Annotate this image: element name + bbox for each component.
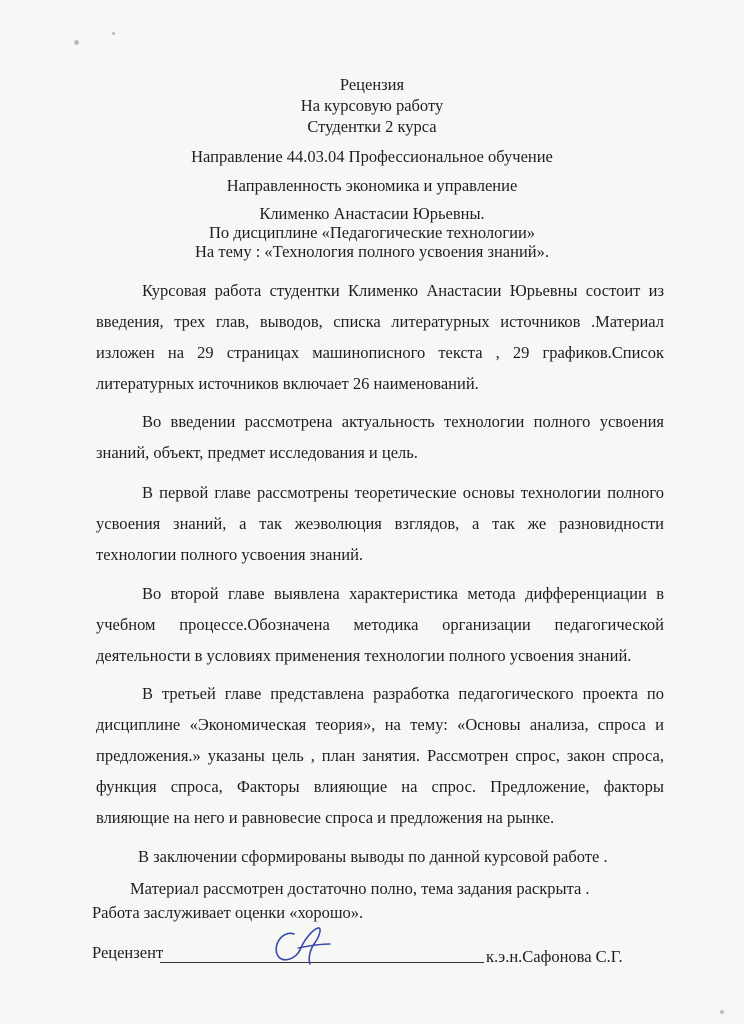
reviewer-label: Рецензент (92, 943, 164, 962)
student-name: Клименко Анастасии Юрьевны. (259, 204, 485, 223)
conclusion-line-1: В заключении сформированы выводы по данной курсовой работе . (138, 847, 608, 866)
scan-speck (74, 40, 79, 45)
discipline-line: По дисциплине «Педагогические технологии» (208, 223, 536, 242)
direction-line: Направление 44.03.04 Профессиональное обучение (191, 147, 553, 166)
reviewer-name: к.э.н.Сафонова С.Г. (486, 947, 623, 966)
conclusion-line-3: Работа заслуживает оценки «хорошо». (92, 903, 364, 922)
paragraph-chapter-one: В первой главе рассмотрены теоретические основы технологии полного усвоения знаний, а так жеэволюция взглядов, а так же разновидности технологии полного усвоения знаний. (96, 483, 664, 564)
conclusion-line-2: Материал рассмотрен достаточно полно, тема задания раскрыта . (130, 879, 590, 898)
scan-speck (112, 32, 115, 35)
topic-line: На тему : «Технология полного усвоения знаний». (195, 242, 549, 261)
paragraph-chapter-two: Во второй главе выявлена характеристика метода дифференциации в учебном процессе.Обозначена методика организации педагогической деятельности в условиях применения технологии полного усвоения знаний. (96, 584, 664, 665)
paragraph-structure: Курсовая работа студентки Клименко Анастасии Юрьевны состоит из введения, трех глав, выводов, списка литературных источников .Материал изложен на 29 страницах машинописного текста , 29 графиков.Список литературных источников включает 26 наименований. (96, 281, 664, 393)
scan-speck (720, 1010, 724, 1014)
student-year-line: Студентки 2 курса (307, 117, 437, 136)
paragraph-introduction: Во введении рассмотрена актуальность технологии полного усвоения знаний, объект, предмет исследования и цель. (96, 412, 664, 462)
orientation-line: Направленность экономика и управление (226, 176, 518, 195)
paragraph-chapter-three: В третьей главе представлена разработка педагогического проекта по дисциплине «Экономическая теория», на тему: «Основы анализа, спроса и предложения.» указаны цель , план занятия. Рассмотрен спрос, закон спроса, функция спроса, Факторы влияющие на спрос. Предложение, факторы влияющие на него и равновесие спроса и предложения на рынке. (96, 684, 664, 827)
review-title: Рецензия (339, 75, 405, 94)
coursework-line: На курсовую работу (300, 96, 444, 115)
handwritten-signature (264, 924, 334, 968)
